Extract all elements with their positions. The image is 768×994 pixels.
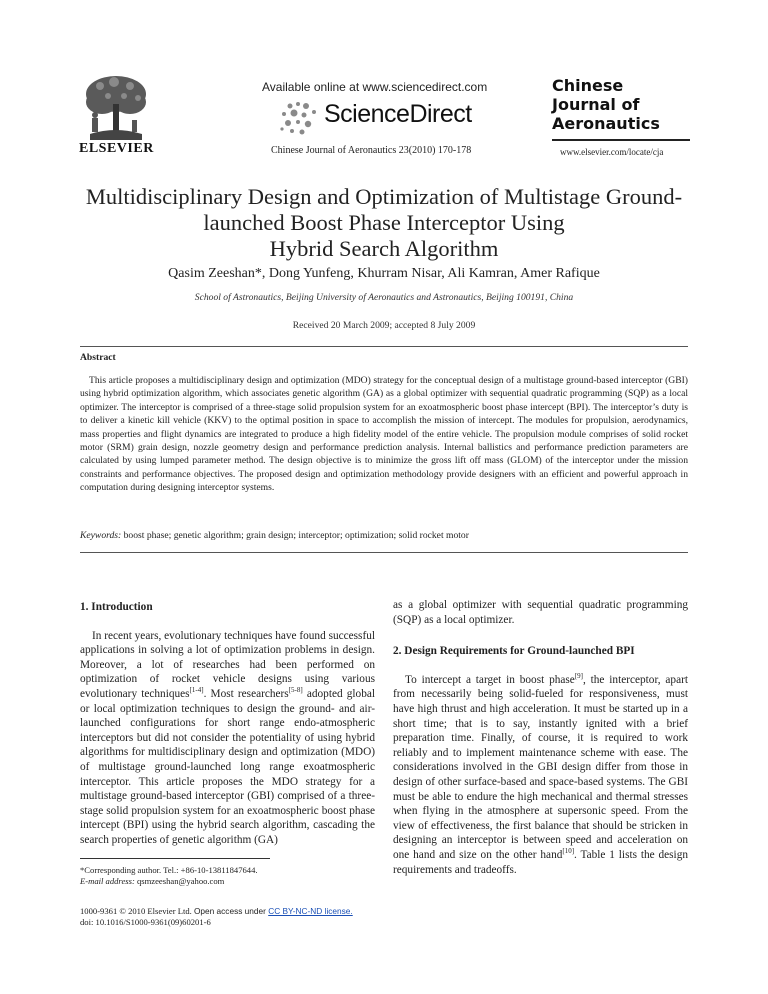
email-label: E-mail address: bbox=[80, 876, 135, 886]
intro-text: adopted global or local optimization techniques to design the ground- and air-launched configurations for short range endo-atmospheric interceptors but did not consider the potentiality of using hybrid algorithms for multidisciplinary design and optimization (MDO) of multistage ground-launched long range exoatmospheric interceptor. This article proposes the MDO strategy for a multistage ground-based interceptor (GBI) comprised of a three-stage solid propulsion system for an exoatmospheric boost phase intercept (BPI) using the hybrid search algorithm, cascading the search properties of genetic algorithm (GA) bbox=[80, 687, 376, 846]
open-access-text: Open access under bbox=[193, 906, 269, 916]
publisher-name: ELSEVIER bbox=[79, 141, 154, 156]
available-online-text: Available online at www.sciencedirect.com bbox=[262, 80, 488, 94]
affiliation: School of Astronautics, Beijing University of Aeronautics and Astronautics, Beijing 100191, China bbox=[194, 292, 574, 303]
citation[interactable]: [10] bbox=[562, 847, 575, 856]
footnote-rule bbox=[80, 858, 270, 859]
elsevier-tree-logo bbox=[80, 72, 152, 142]
citation[interactable]: [5-8] bbox=[288, 686, 303, 695]
continuation-text: as a global optimizer with sequential quadratic programming (SQP) as a local optimizer. bbox=[393, 599, 688, 626]
journal-url: www.elsevier.com/locate/cja bbox=[560, 147, 664, 157]
author-list: Qasim Zeeshan*, Dong Yunfeng, Khurram Nisar, Ali Kamran, Amer Rafique bbox=[168, 266, 600, 281]
title-line: Multidisciplinary Design and Optimization of Multistage Ground- bbox=[85, 184, 683, 209]
keywords-line bbox=[80, 530, 688, 541]
journal-title-block bbox=[552, 76, 689, 138]
license-link[interactable]: CC BY-NC-ND license. bbox=[268, 906, 353, 916]
right-column bbox=[393, 598, 688, 877]
journal-reference: Chinese Journal of Aeronautics 23(2010) 170-178 bbox=[271, 145, 472, 156]
copyright-text: 1000-9361 © 2010 Elsevier Ltd. bbox=[80, 906, 194, 916]
sciencedirect-wordmark: ScienceDirect bbox=[324, 100, 472, 128]
journal-title-line: Aeronautics bbox=[552, 114, 660, 133]
journal-title-line: Chinese bbox=[552, 76, 624, 95]
abstract-heading: Abstract bbox=[80, 352, 116, 363]
email-address: qsmzeeshan@yahoo.com bbox=[134, 876, 225, 886]
received-dates: Received 20 March 2009; accepted 8 July 2009 bbox=[292, 320, 476, 331]
doi-text: doi: 10.1016/S1000-9361(09)60201-6 bbox=[80, 917, 211, 927]
article-title bbox=[80, 184, 688, 262]
title-line: launched Boost Phase Interceptor Using bbox=[203, 210, 565, 235]
intro-text: In recent years, evolutionary techniques have found successful applications in solving a lot of optimization problems in design. Moreover, a lot of researches had been performed on optimization of rocket vehicle designs using various evolutionary techniques bbox=[80, 629, 375, 700]
title-line: Hybrid Search Algorithm bbox=[269, 236, 499, 261]
sciencedirect-dots-icon bbox=[276, 100, 322, 138]
section-heading-introduction: 1. Introduction bbox=[80, 601, 153, 613]
keywords-label: Keywords: bbox=[80, 530, 122, 541]
section2-text: , the interceptor, apart from necessarily being solid-fueled for responsiveness, must have high thrust and high acceleration. It must be started up in a short time; that is to say, instantly ignited with a brief preparation time. Finally, of course, it is required to work reliably and to implement maintenance scheme with ease. The considerations involved in the GBI design differ from those in design of other surface-based and space-based systems. The GBI must be able to endure the high mechanical and thermal stresses when flying in the atmosphere at supersonic speed. From the view of effectiveness, the first balance that should be stricken in designing an interceptor is between speed and acceleration on one hand and size on the other hand bbox=[393, 673, 688, 861]
section2-text: . Table 1 lists the design requirements and tradeoffs. bbox=[393, 848, 688, 876]
citation[interactable]: [1-4] bbox=[189, 686, 204, 695]
intro-text: . Most researchers bbox=[203, 687, 289, 700]
introduction-paragraph bbox=[80, 629, 375, 848]
design-requirements-paragraph bbox=[393, 673, 688, 877]
corresponding-author: *Corresponding author. Tel.: +86-10-13811847644. bbox=[80, 865, 258, 875]
keywords-text: boost phase; genetic algorithm; grain design; interceptor; optimization; solid rocket motor bbox=[123, 530, 469, 541]
journal-title-divider bbox=[552, 139, 690, 141]
header-rule bbox=[80, 346, 688, 347]
journal-title-line: Journal of bbox=[552, 95, 640, 114]
copyright-footnote bbox=[80, 906, 400, 928]
citation[interactable]: [9] bbox=[574, 672, 583, 681]
corresponding-author-footnote bbox=[80, 865, 375, 887]
section2-text: To intercept a target in boost phase bbox=[405, 673, 575, 686]
abstract-text: This article proposes a multidisciplinary design and optimization (MDO) strategy for the conceptual design of a multistage ground-based interceptor (GBI) using hybrid optimization algorithm, which associates genetic algorithm (GA) as a global optimizer with sequential quadratic programming (SQP) as a local optimizer. The interceptor is comprised of a three-stage solid propulsion system for an exoatmospheric boost phase intercept (BPI). The interceptor’s duty is to deliver a kinetic kill vehicle (KKV) to the optimal position in space to accomplish the mission of intercept. The modules for propulsion, aerodynamics, mass properties and flight dynamics are integrated to produce a high fidelity model of the entire vehicle. The propulsion module comprises of solid rocket motor (SRM) grain design, nozzle geometry design and performance prediction analysis. Internal ballistics and performance prediction parameters are calculated by using lumped parameter method. The design objective is to minimize the gross lift off mass (GLOM) of the interceptor under the mission constraints and performance objectives. The proposed design and optimization methodology provide designers with an efficient and powerful approach in computation during designing interceptor systems. bbox=[80, 375, 688, 494]
abstract-rule bbox=[80, 552, 688, 553]
section-heading-design-requirements: 2. Design Requirements for Ground-launched BPI bbox=[393, 645, 635, 658]
left-column bbox=[80, 600, 375, 848]
